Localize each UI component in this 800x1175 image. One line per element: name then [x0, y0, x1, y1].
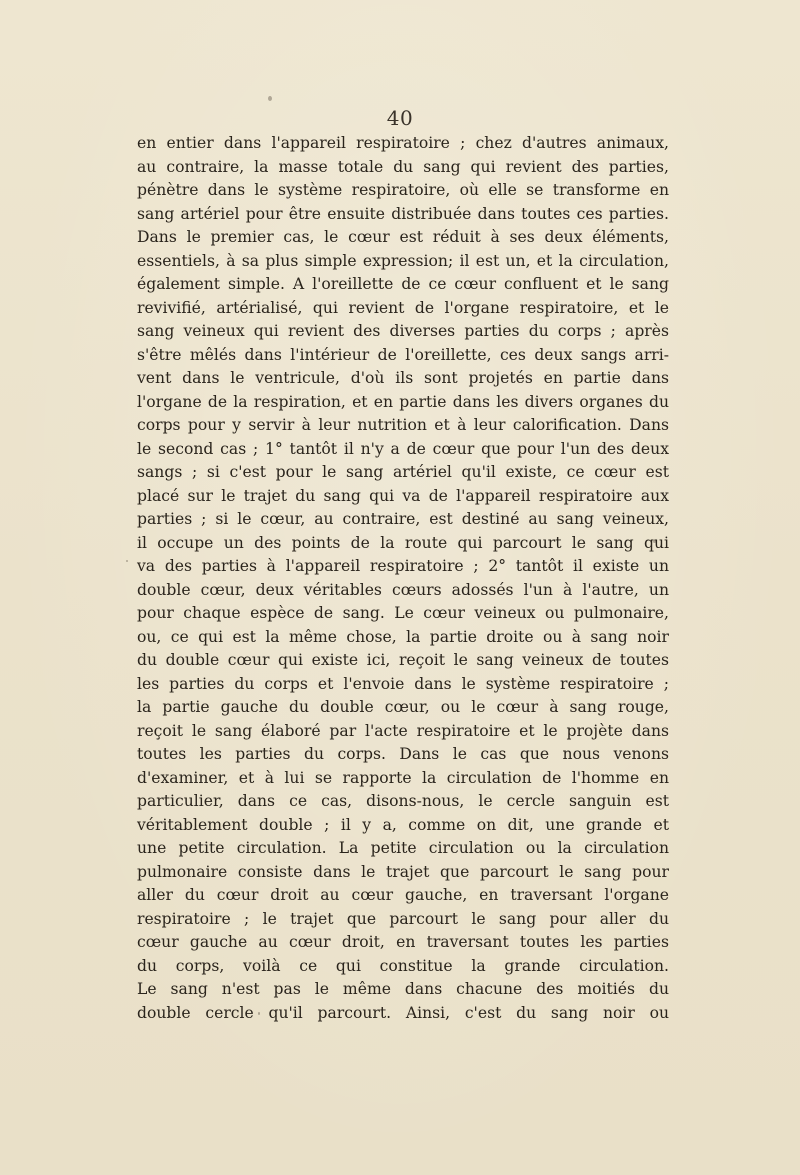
text-line: pour chaque espèce de sang. Le cœur veineux ou pulmonaire, [137, 604, 669, 622]
text-line: cœur gauche au cœur droit, en traversant toutes les parties [137, 933, 669, 951]
text-line: toutes les parties du corps. Dans le cas que nous venons [137, 745, 669, 763]
text-line: va des parties à l'appareil respiratoire ; 2° tantôt il existe un [137, 557, 669, 575]
text-line: le second cas ; 1° tantôt il n'y a de cœur que pour l'un des deux [137, 439, 669, 458]
text-line: l'organe de la respiration, et en partie dans les divers organes du [137, 392, 669, 411]
text-line: les parties du corps et l'envoie dans le système respiratoire ; [137, 674, 669, 693]
text-line: du corps, voilà ce qui constitue la grande circulation. [137, 956, 669, 975]
text-line: ou, ce qui est la même chose, la partie droite ou à sang noir [137, 627, 669, 646]
text-line: la partie gauche du double cœur, ou le cœur à sang rouge, [137, 698, 669, 716]
text-line: en entier dans l'appareil respiratoire ; chez d'autres animaux, [137, 134, 669, 152]
text-line: placé sur le trajet du sang qui va de l'appareil respiratoire aux [137, 486, 669, 505]
text-line: pénètre dans le système respiratoire, où elle se transforme en [137, 181, 669, 199]
text-line: essentiels, à sa plus simple expression; il est un, et la circulation, [137, 251, 669, 270]
text-line: reçoit le sang élaboré par l'acte respiratoire et le projète dans [137, 721, 669, 740]
text-line: particulier, dans ce cas, disons-nous, le cercle sanguin est [137, 792, 669, 810]
text-line: véritablement double ; il y a, comme on dit, une grande et [137, 815, 669, 834]
body-text [137, 132, 669, 1025]
text-line: du double cœur qui existe ici, reçoit le sang veineux de toutes [137, 651, 669, 669]
ink-speck [126, 560, 128, 562]
text-line: d'examiner, et à lui se rapporte la circulation de l'homme en [137, 768, 669, 787]
text-line: double cœur, deux véritables cœurs adossés l'un à l'autre, un [137, 580, 669, 599]
text-line: il occupe un des points de la route qui parcourt le sang qui [137, 533, 669, 552]
text-line: parties ; si le cœur, au contraire, est destiné au sang veineux, [137, 510, 669, 528]
text-line: double cercle qu'il parcourt. Ainsi, c'est du sang noir ou [137, 1003, 669, 1022]
text-line: une petite circulation. La petite circulation ou la circulation [137, 839, 669, 857]
text-line: pulmonaire consiste dans le trajet que parcourt le sang pour [137, 862, 669, 881]
text-line: s'être mêlés dans l'intérieur de l'oreillette, ces deux sangs arri- [137, 345, 669, 364]
text-line: Dans le premier cas, le cœur est réduit à ses deux éléments, [137, 228, 669, 246]
text-line: sang veineux qui revient des diverses parties du corps ; après [137, 322, 669, 340]
ink-speck [268, 96, 272, 101]
text-line: vent dans le ventricule, d'où ils sont projetés en partie dans [137, 369, 669, 387]
text-line: aller du cœur droit au cœur gauche, en traversant l'organe [137, 886, 669, 904]
text-line: sangs ; si c'est pour le sang artériel qu'il existe, ce cœur est [137, 463, 669, 481]
text-line: également simple. A l'oreillette de ce cœur confluent et le sang [137, 275, 669, 293]
text-line: respiratoire ; le trajet que parcourt le sang pour aller du [137, 909, 669, 928]
text-line: sang artériel pour être ensuite distribuée dans toutes ces parties. [137, 204, 669, 223]
text-line: au contraire, la masse totale du sang qui revient des parties, [137, 157, 669, 176]
text-line: corps pour y servir à leur nutrition et à leur calorification. Dans [137, 416, 669, 434]
page-number: 40 [386, 106, 414, 130]
text-line: revivifié, artérialisé, qui revient de l'organe respiratoire, et le [137, 298, 669, 317]
text-line: Le sang n'est pas le même dans chacune des moitiés du [137, 980, 669, 998]
